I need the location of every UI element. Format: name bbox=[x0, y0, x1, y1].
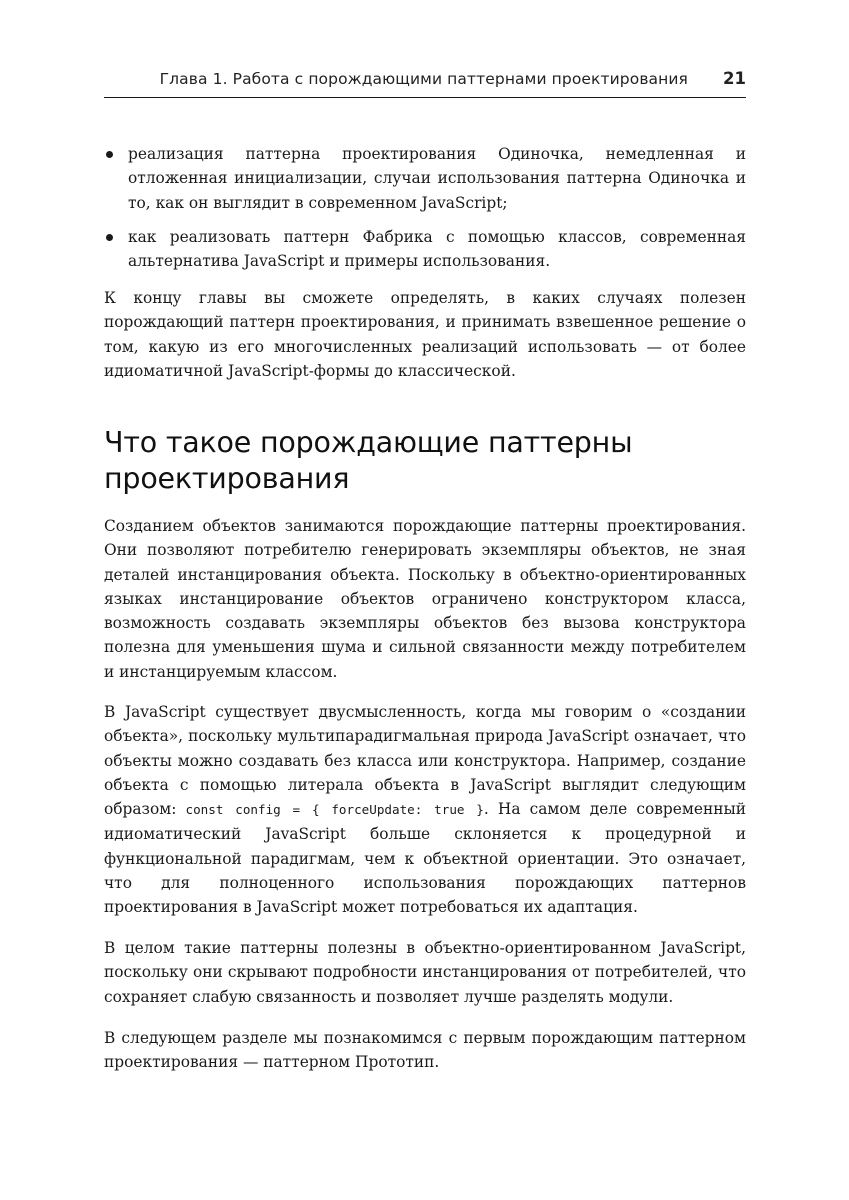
book-page bbox=[104, 0, 746, 1200]
inline-code: const config = { forceUpdate: true } bbox=[185, 802, 484, 818]
list-item-text: как реализовать паттерн Фабрика с помощью классов, современная альтернатива JavaScript и примеры использования. bbox=[128, 227, 746, 271]
list-item bbox=[104, 142, 746, 215]
chapter-title: Глава 1. Работа с порождающими паттернами проектирования bbox=[159, 70, 688, 88]
page-number: 21 bbox=[723, 69, 746, 88]
paragraph-text-after-code: . На самом деле современный идиоматический JavaScript больше склоняется к процедурной и функциональной парадигмам, чем к объектной ориентации. Это означает, что для полноценного использования порождающих паттернов проектирования в JavaScript может потребоваться их адаптация. bbox=[104, 800, 746, 917]
bullet-icon bbox=[106, 234, 113, 241]
paragraph-definition: Созданием объектов занимаются порождающие паттерны проектирования. Они позволяют потребителю генерировать экземпляры объектов, не зная деталей инстанцирования объекта. Поскольку в объектно-ориентированных языках инстанцирование объектов ограничено конструктором класса, возможность создавать экземпляры объектов без вызова конструктора полезна для уменьшения шума и сильной связанности между потребителем и инстанцируемым классом. bbox=[104, 517, 746, 681]
paragraph-usefulness: В целом такие паттерны полезны в объектно-ориентированном JavaScript, поскольку они скрывают подробности инстанцирования от потребителей, что сохраняет слабую связанность и позволяет лучше разделять модули. bbox=[104, 939, 746, 1006]
running-header bbox=[104, 66, 746, 98]
paragraph-javascript-ambiguity bbox=[104, 700, 746, 920]
list-item bbox=[104, 225, 746, 274]
paragraph-next-section: В следующем разделе мы познакомимся с первым порождающим паттерном проектирования — паттерном Прототип. bbox=[104, 1029, 746, 1072]
bullet-list bbox=[104, 142, 746, 283]
section-heading: Что такое порождающие паттерны проектирования bbox=[104, 426, 633, 495]
paragraph-text-before-code: В JavaScript существует двусмысленность, когда мы говорим о «создании объекта», поскольку мультипарадигмальная природа JavaScript означает, что объекты можно создавать без класса или конструктора. Например, создание объекта с помощью литерала объекта в JavaScript выглядит следующим образом: bbox=[104, 703, 746, 819]
list-item-text: реализация паттерна проектирования Одиночка, немедленная и отложенная инициализации, случаи использования паттерна Одиночка и то, как он выглядит в современном JavaScript; bbox=[128, 145, 746, 212]
bullet-icon bbox=[106, 151, 113, 158]
paragraph-chapter-outcome: К концу главы вы сможете определять, в каких случаях полезен порождающий паттерн проектирования, и принимать взвешенное решение о том, какую из его многочисленных реализаций использовать — от более идиоматичной JavaScript-формы до классической. bbox=[104, 289, 746, 380]
